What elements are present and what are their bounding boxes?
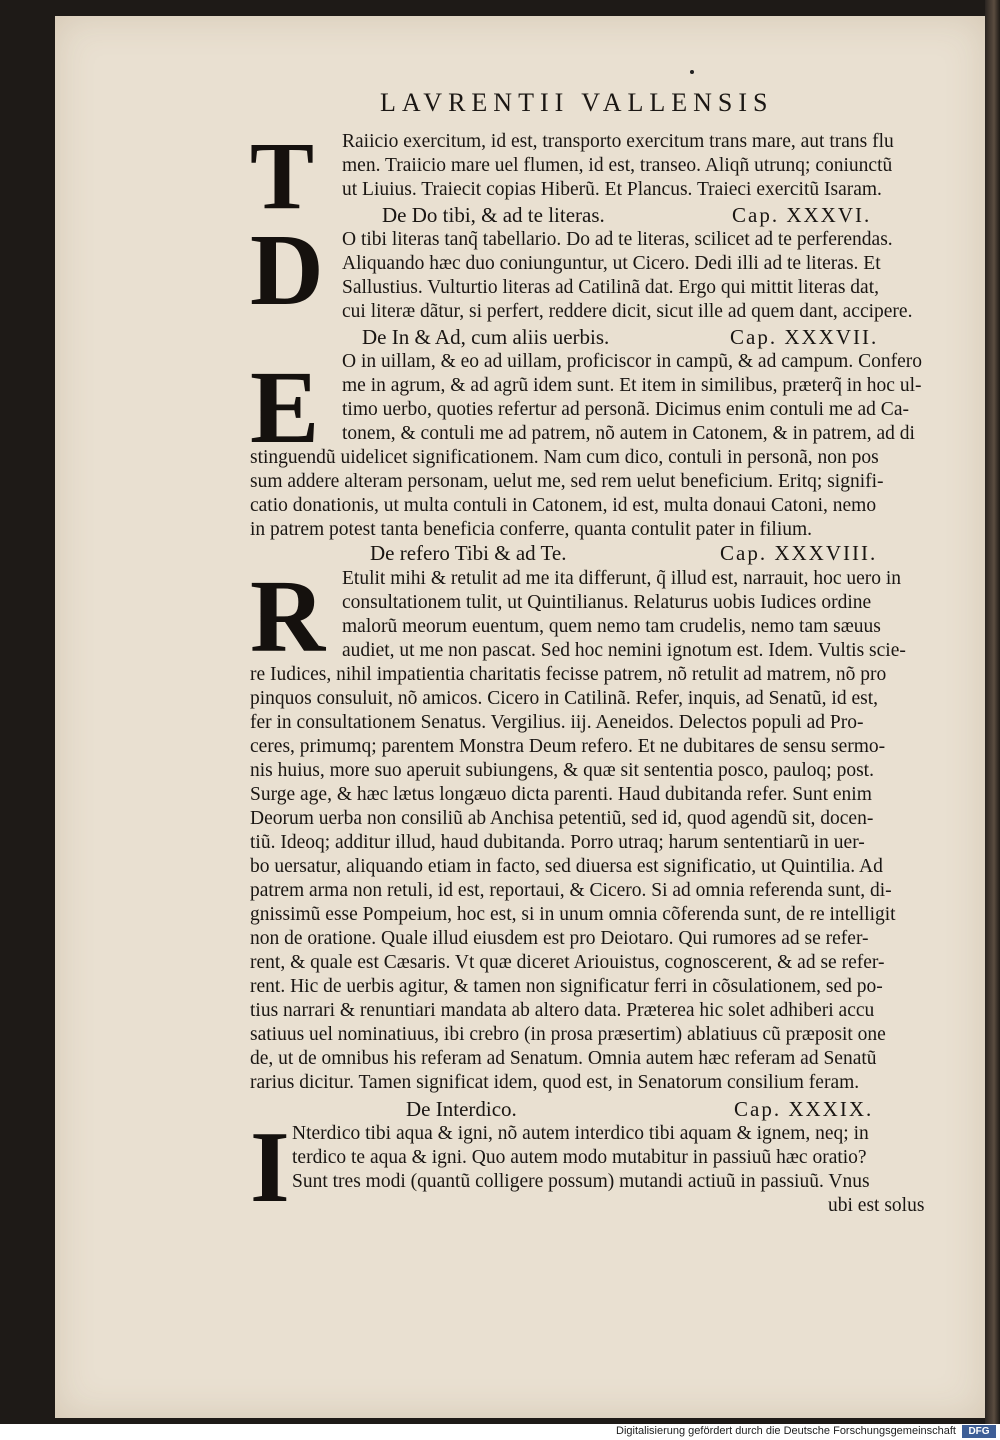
text-line: nis huius, more suo aperuit subiungens, & quæ sit sententia posco, pauloq; post. [250,760,874,781]
initial-t: T [250,122,315,229]
chapter-number: Cap. XXXIX. [734,1097,874,1121]
text-line: patrem arma non retuli, id est, reportaui, & Cicero. Si ad omnia referenda sunt, di- [250,880,892,901]
initial-r: R [250,559,326,674]
running-head: LAVRENTII VALLENSIS [380,88,774,117]
text-line: audiet, ut me non pascat. Sed hoc nemini ignotum est. Idem. Vultis scie- [342,640,906,661]
chapter-heading [362,325,879,349]
text-line: rent, & quale est Cæsaris. Vt quæ diceret Ariouistus, cognoscerent, & ad se refer- [250,952,885,973]
text-line: Surge age, & hæc lætus longæuo dicta parenti. Haud dubitanda refer. Sunt enim [250,784,872,805]
chapter-title: De Interdico. [406,1097,517,1121]
chapter-title: De Do tibi, & ad te literas. [382,203,605,227]
text-line: tiũ. Ideoq; additur illud, haud dubitanda. Porro utraq; harum sententiarũ in uer- [250,832,865,853]
page-mark [690,70,694,74]
text-line: non de oratione. Quale illud eiusdem est pro Deiotaro. Qui rumores ad se refer- [250,928,869,949]
text-line: in patrem potest tanta beneficia conferre, quanta contulit pater in filium. [250,519,813,540]
text-line: cui literæ dãtur, si perfert, reddere dicit, sicut ille ad quem dant, accipere. [342,301,913,322]
text-line: de, ut de omnibus his referam ad Senatum. Omnia autem hæc referam ad Senatũ [250,1048,877,1069]
funding-credit: Digitalisierung gefördert durch die Deutsche Forschungsgemeinschaft [616,1425,956,1437]
dfg-logo: DFG [962,1425,996,1438]
text-line: fer in consultationem Senatus. Vergilius. iij. Aeneidos. Delectos populi ad Pro- [250,712,864,733]
text-line: O in uillam, & eo ad uillam, proficiscor in campũ, & ad campum. Confero [342,351,922,372]
chapter-number: Cap. XXXVII. [730,325,879,349]
text-line: Nterdico tibi aqua & igni, nõ autem interdico tibi aquam & ignem, neq; in [292,1123,869,1144]
text-line: rent. Hic de uerbis agitur, & tamen non significatur ferri in cõsulationem, sed po- [250,976,883,997]
chapter-heading [406,1097,874,1121]
initial-e: E [250,350,320,465]
text-line: rarius dicitur. Tamen significat idem, quod est, in Senatorum consilium feram. [250,1072,860,1093]
text-line: tius narrari & renuntiari mandata ab altero data. Præterea hic solet adhiberi accu [250,1000,875,1021]
text-line: consultationem tulit, ut Quintilianus. Relaturus uobis Iudices ordine [342,592,872,613]
text-line: bo uersatur, aliquando etiam in facto, sed diuersa est significatio, ut Quintilia. Ad [250,856,883,877]
text-line: Aliquando hæc duo coniunguntur, ut Cicero. Dedi illi ad te literas. Et [342,253,881,274]
text-line: ut Liuius. Traiecit copias Hiberũ. Et Plancus. Traieci exercitũ Isaram. [342,179,882,200]
text-line: ceres, primumq; parentem Monstra Deum refero. Et ne dubitares de sensu sermo- [250,736,886,757]
text-line: stinguendũ uidelicet significationem. Nam cum dico, contuli in personã, non pos [250,447,879,468]
digitization-footer [0,1424,1000,1440]
text-line: satiuus uel nominatiuus, ibi crebro (in prosa præsertim) ablatiuus cũ præposit one [250,1024,886,1045]
text-line: ubi est solus [828,1195,925,1216]
text-line: gnissimũ esse Pompeium, hoc est, si in unum omnia cõferenda sunt, de re intelligit [250,904,896,925]
text-line: tonem, & contuli me ad patrem, nõ autem in Catonem, & in patrem, ad di [342,423,915,444]
text-line: re Iudices, nihil impatientia charitatis fecisse patrem, nõ retulit ad matrem, nõ pro [250,664,887,685]
chapter-title: De In & Ad, cum aliis uerbis. [362,325,610,349]
text-line: me in agrum, & ad agrũ idem sunt. Et item in similibus, præterq̃ in hoc ul- [342,375,922,396]
initial-i: I [250,1111,290,1224]
text-line: pinquos consuluit, nõ amicos. Cicero in Catilinã. Refer, inquis, ad Senatũ, id est, [250,688,878,709]
text-line: timo uerbo, quoties refertur ad personã. Dicimus enim contuli me ad Ca- [342,399,909,420]
text-line: Raiicio exercitum, id est, transporto exercitum trans mare, aut trans flu [342,131,894,152]
text-line: sum addere alteram personam, uelut me, sed rem uelut beneficium. Eritq; signifi- [250,471,884,492]
text-line: Etulit mihi & retulit ad me ita differunt, q̃ illud est, narrauit, hoc uero in [342,568,902,589]
text-line: Deorum uerba non consiliũ ab Anchisa petentiũ, sed id, quod agendũ sit, docen- [250,808,874,829]
text-line: Sallustius. Vulturtio literas ad Catilinã dat. Ergo qui mittit literas dat, [342,277,880,298]
text-line: Sunt tres modi (quantũ colligere possum) mutandi actiuũ in passiuũ. Vnus [292,1171,870,1192]
chapter-heading [382,203,872,227]
initial-d: D [250,214,324,327]
book-spine-edge [985,0,1000,1424]
text-line: men. Traiicio mare uel flumen, id est, transeo. Aliqñ utrunq; coniunctũ [342,155,893,176]
chapter-title: De refero Tibi & ad Te. [370,541,567,565]
text-line: catio donationis, ut multa contuli in Catonem, id est, multa donaui Catoni, nemo [250,495,877,516]
chapter-heading [370,541,878,565]
text-line: O tibi literas tanq̃ tabellario. Do ad te literas, scilicet ad te perferendas. [342,229,893,250]
chapter-number: Cap. XXXVIII. [720,541,878,565]
chapter-number: Cap. XXXVI. [732,203,872,227]
text-line: terdico te aqua & igni. Quo autem modo mutabitur in passiuũ hæc oratio? [292,1147,867,1168]
text-line: malorũ meorum euentum, quem nemo tam crudelis, nemo tam sæuus [342,616,881,637]
